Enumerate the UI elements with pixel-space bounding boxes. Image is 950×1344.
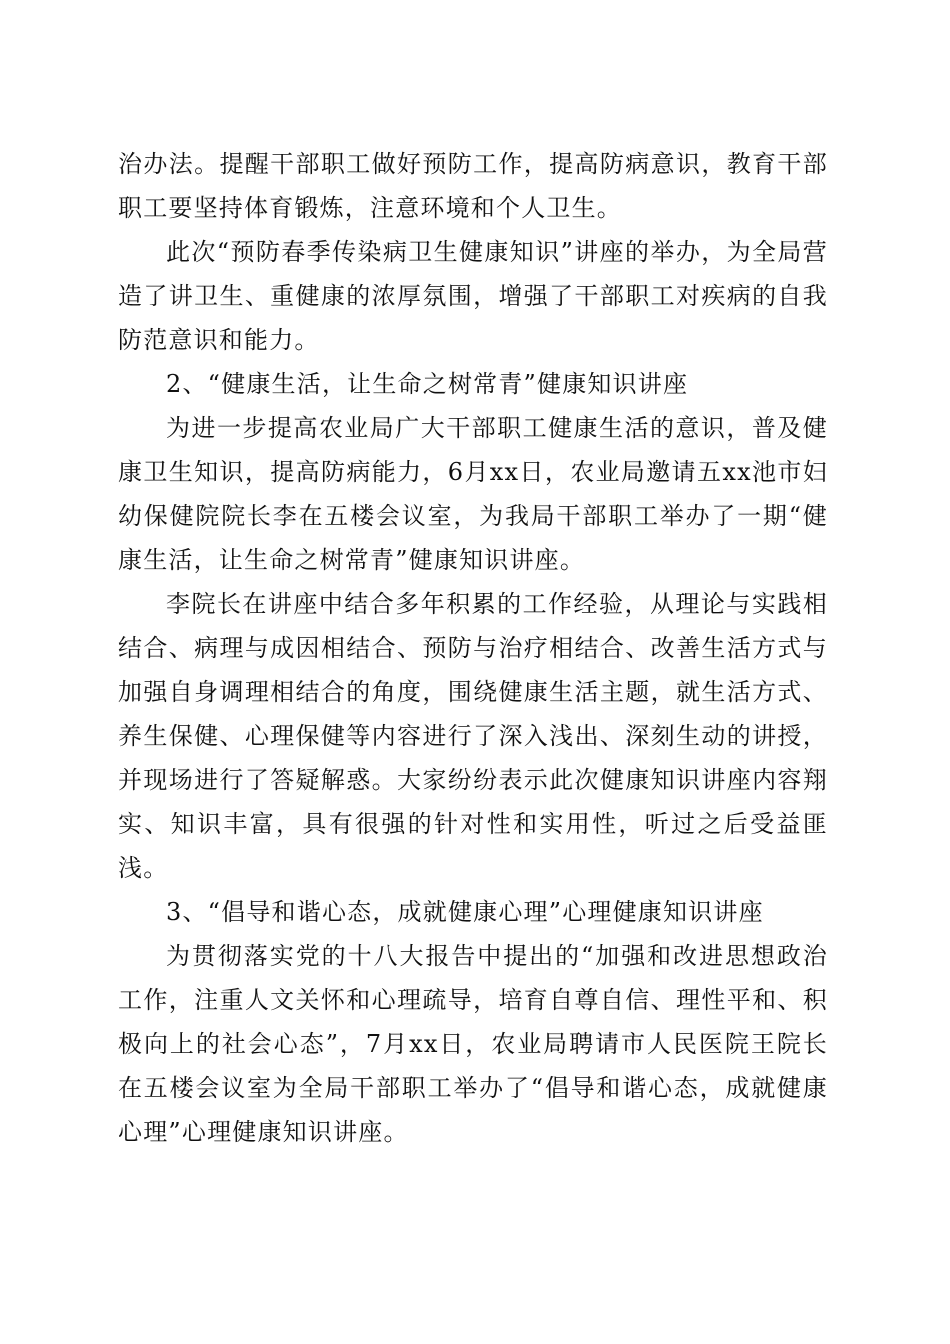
section-heading-3: 3、“倡导和谐心态，成就健康心理”心理健康知识讲座 bbox=[166, 898, 764, 926]
paragraph-lecture-3-intro: 为贯彻落实党的十八大报告中提出的“加强和改进思想政治工作，注重人文关怀和心理疏导，培育自尊自信、理性平和、积极向上的社会心态”，7月xx日，农业局聘请市人民医院王院长在五楼会议室为全局干部职工举办了“倡导和谐心态，成就健康心理”心理健康知识讲座。 bbox=[118, 942, 828, 1146]
paragraph-continuation: 治办法。提醒干部职工做好预防工作，提高防病意识，教育干部职工要坚持体育锻炼，注意环境和个人卫生。 bbox=[118, 150, 828, 222]
paragraph-lecture-summary: 此次“预防春季传染病卫生健康知识”讲座的举办，为全局营造了讲卫生、重健康的浓厚氛围，增强了干部职工对疾病的自我防范意识和能力。 bbox=[118, 238, 828, 354]
section-heading-2: 2、“健康生活，让生命之树常青”健康知识讲座 bbox=[166, 370, 689, 398]
document-body bbox=[118, 142, 828, 1154]
paragraph-lecture-2-intro: 为进一步提高农业局广大干部职工健康生活的意识，普及健康卫生知识，提高防病能力，6月xx日，农业局邀请五xx池市妇幼保健院院长李在五楼会议室，为我局干部职工举办了一期“健康生活，让生命之树常青”健康知识讲座。 bbox=[118, 414, 828, 574]
paragraph-lecture-2-content: 李院长在讲座中结合多年积累的工作经验，从理论与实践相结合、病理与成因相结合、预防与治疗相结合、改善生活方式与加强自身调理相结合的角度，围绕健康生活主题，就生活方式、养生保健、心理保健等内容进行了深入浅出、深刻生动的讲授，并现场进行了答疑解惑。大家纷纷表示此次健康知识讲座内容翔实、知识丰富，具有很强的针对性和实用性，听过之后受益匪浅。 bbox=[118, 590, 828, 882]
